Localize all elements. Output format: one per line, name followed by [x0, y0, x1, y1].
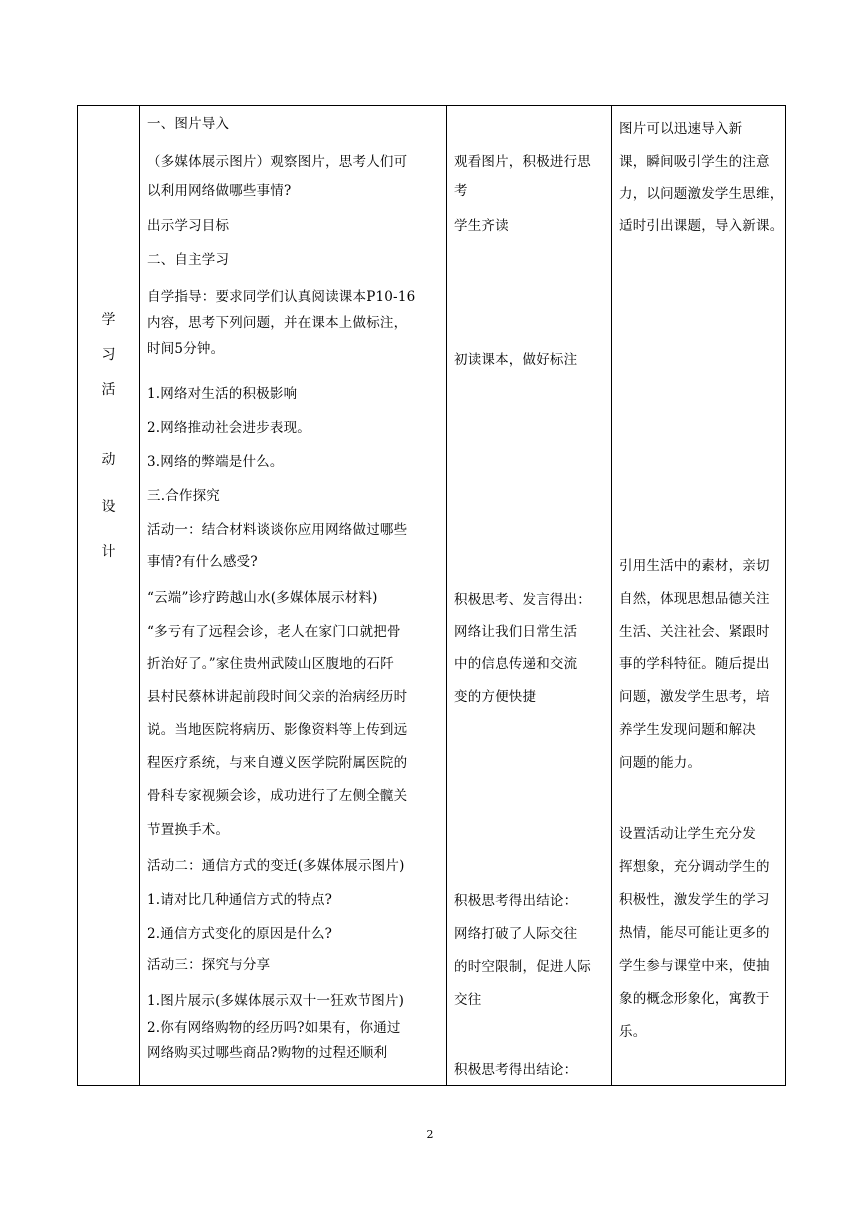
- intent-line: 积极性，激发学生的学习: [619, 892, 770, 908]
- teacher-line: 事情?有什么感受?: [147, 554, 258, 570]
- intent-line: 学生参与课堂中来，使抽: [619, 958, 770, 974]
- intent-line: 力，以问题激发学生思维，: [619, 186, 784, 202]
- intent-line: 热情，能尽可能让更多的: [619, 925, 770, 941]
- teacher-activity-column: [139, 106, 446, 1085]
- teacher-line: 2.你有网络购物的经历吗?如果有，你通过: [147, 1020, 401, 1036]
- side-label-char: 活: [101, 382, 116, 398]
- page-number: 2: [426, 1128, 434, 1141]
- teacher-line: 二、自主学习: [147, 252, 230, 268]
- intent-line: 自然，体现思想品德关注: [619, 591, 770, 607]
- side-label-char: 学: [101, 312, 116, 328]
- design-intent-column: [611, 106, 787, 1085]
- teacher-line: 网络购买过哪些商品?购物的过程还顺利: [147, 1045, 388, 1061]
- teacher-line: 以利用网络做哪些事情?: [147, 183, 292, 199]
- teacher-line: “云端”诊疗跨越山水(多媒体展示材料): [147, 590, 378, 606]
- student-line: 中的信息传递和交流: [454, 656, 578, 672]
- intent-line: 设置活动让学生充分发: [619, 826, 756, 842]
- student-line: 积极思考得出结论：: [454, 893, 578, 909]
- intent-line: 问题的能力。: [619, 755, 702, 771]
- teacher-line: 1.请对比几种通信方式的特点?: [147, 892, 333, 908]
- teacher-line: 3.网络的弊端是什么。: [147, 454, 284, 470]
- student-line: 观看图片，积极进行思: [454, 154, 591, 170]
- side-label-column: [78, 106, 139, 1085]
- teacher-line: 三.合作探究: [147, 488, 220, 504]
- intent-line: 事的学科特征。随后提出: [619, 656, 770, 672]
- teacher-line: 活动三：探究与分享: [147, 957, 271, 973]
- student-line: 积极思考得出结论：: [454, 1062, 578, 1078]
- teacher-line: 1.网络对生活的积极影响: [147, 386, 298, 402]
- student-activity-column: [446, 106, 611, 1085]
- student-line: 变的方便快捷: [454, 689, 537, 705]
- intent-line: 课，瞬间吸引学生的注意: [619, 154, 770, 170]
- student-line: 积极思考、发言得出：: [454, 592, 591, 608]
- teacher-line: （多媒体展示图片）观察图片，思考人们可: [147, 154, 408, 170]
- teacher-line: 说。当地医院将病历、影像资料等上传到远: [147, 722, 408, 738]
- student-line: 考: [454, 183, 468, 199]
- intent-line: 挥想象，充分调动学生的: [619, 859, 770, 875]
- side-label-char: 动: [101, 452, 116, 468]
- teacher-line: 2.网络推动社会进步表现。: [147, 420, 311, 436]
- side-label-char: 设: [101, 499, 116, 515]
- student-line: 初读课本，做好标注: [454, 352, 578, 368]
- teacher-line: 活动二：通信方式的变迁(多媒体展示图片): [147, 858, 405, 874]
- teacher-line: 出示学习目标: [147, 218, 230, 234]
- student-line: 学生齐读: [454, 218, 509, 234]
- teacher-line: 折治好了。”家住贵州武陵山区腹地的石阡: [147, 656, 394, 672]
- side-label-char: 习: [101, 347, 116, 363]
- student-line: 网络让我们日常生活: [454, 624, 578, 640]
- lesson-table: [77, 105, 786, 1086]
- intent-line: 乐。: [619, 1024, 647, 1040]
- intent-line: 图片可以迅速导入新: [619, 121, 743, 137]
- intent-line: 适时引出课题，导入新课。: [619, 218, 784, 234]
- teacher-line: 2.通信方式变化的原因是什么?: [147, 926, 333, 942]
- student-line: 的时空限制，促进人际: [454, 959, 591, 975]
- teacher-line: 内容，思考下列问题，并在课本上做标注，: [147, 315, 408, 331]
- teacher-line: 骨科专家视频会诊，成功进行了左侧全髋关: [147, 788, 408, 804]
- intent-line: 问题，激发学生思考，培: [619, 689, 770, 705]
- teacher-line: 一、图片导入: [147, 116, 230, 132]
- teacher-line: 县村民蔡林讲起前段时间父亲的治病经历时: [147, 689, 408, 705]
- intent-line: 引用生活中的素材，亲切: [619, 558, 770, 574]
- teacher-line: 时间5分钟。: [147, 341, 225, 357]
- teacher-line: 节置换手术。: [147, 822, 230, 838]
- teacher-line: 程医疗系统，与来自遵义医学院附属医院的: [147, 755, 408, 771]
- teacher-line: “多亏有了远程会诊，老人在家门口就把骨: [147, 624, 401, 640]
- side-label-char: 计: [101, 544, 116, 560]
- teacher-line: 自学指导：要求同学们认真阅读课本P10-16: [147, 289, 416, 305]
- teacher-line: 1.图片展示(多媒体展示双十一狂欢节图片): [147, 993, 405, 1009]
- intent-line: 养学生发现问题和解决: [619, 722, 756, 738]
- teacher-line: 活动一：结合材料谈谈你应用网络做过哪些: [147, 522, 408, 538]
- student-line: 网络打破了人际交往: [454, 926, 578, 942]
- intent-line: 生活、关注社会、紧跟时: [619, 624, 770, 640]
- intent-line: 象的概念形象化，寓教于: [619, 991, 770, 1007]
- student-line: 交往: [454, 992, 482, 1008]
